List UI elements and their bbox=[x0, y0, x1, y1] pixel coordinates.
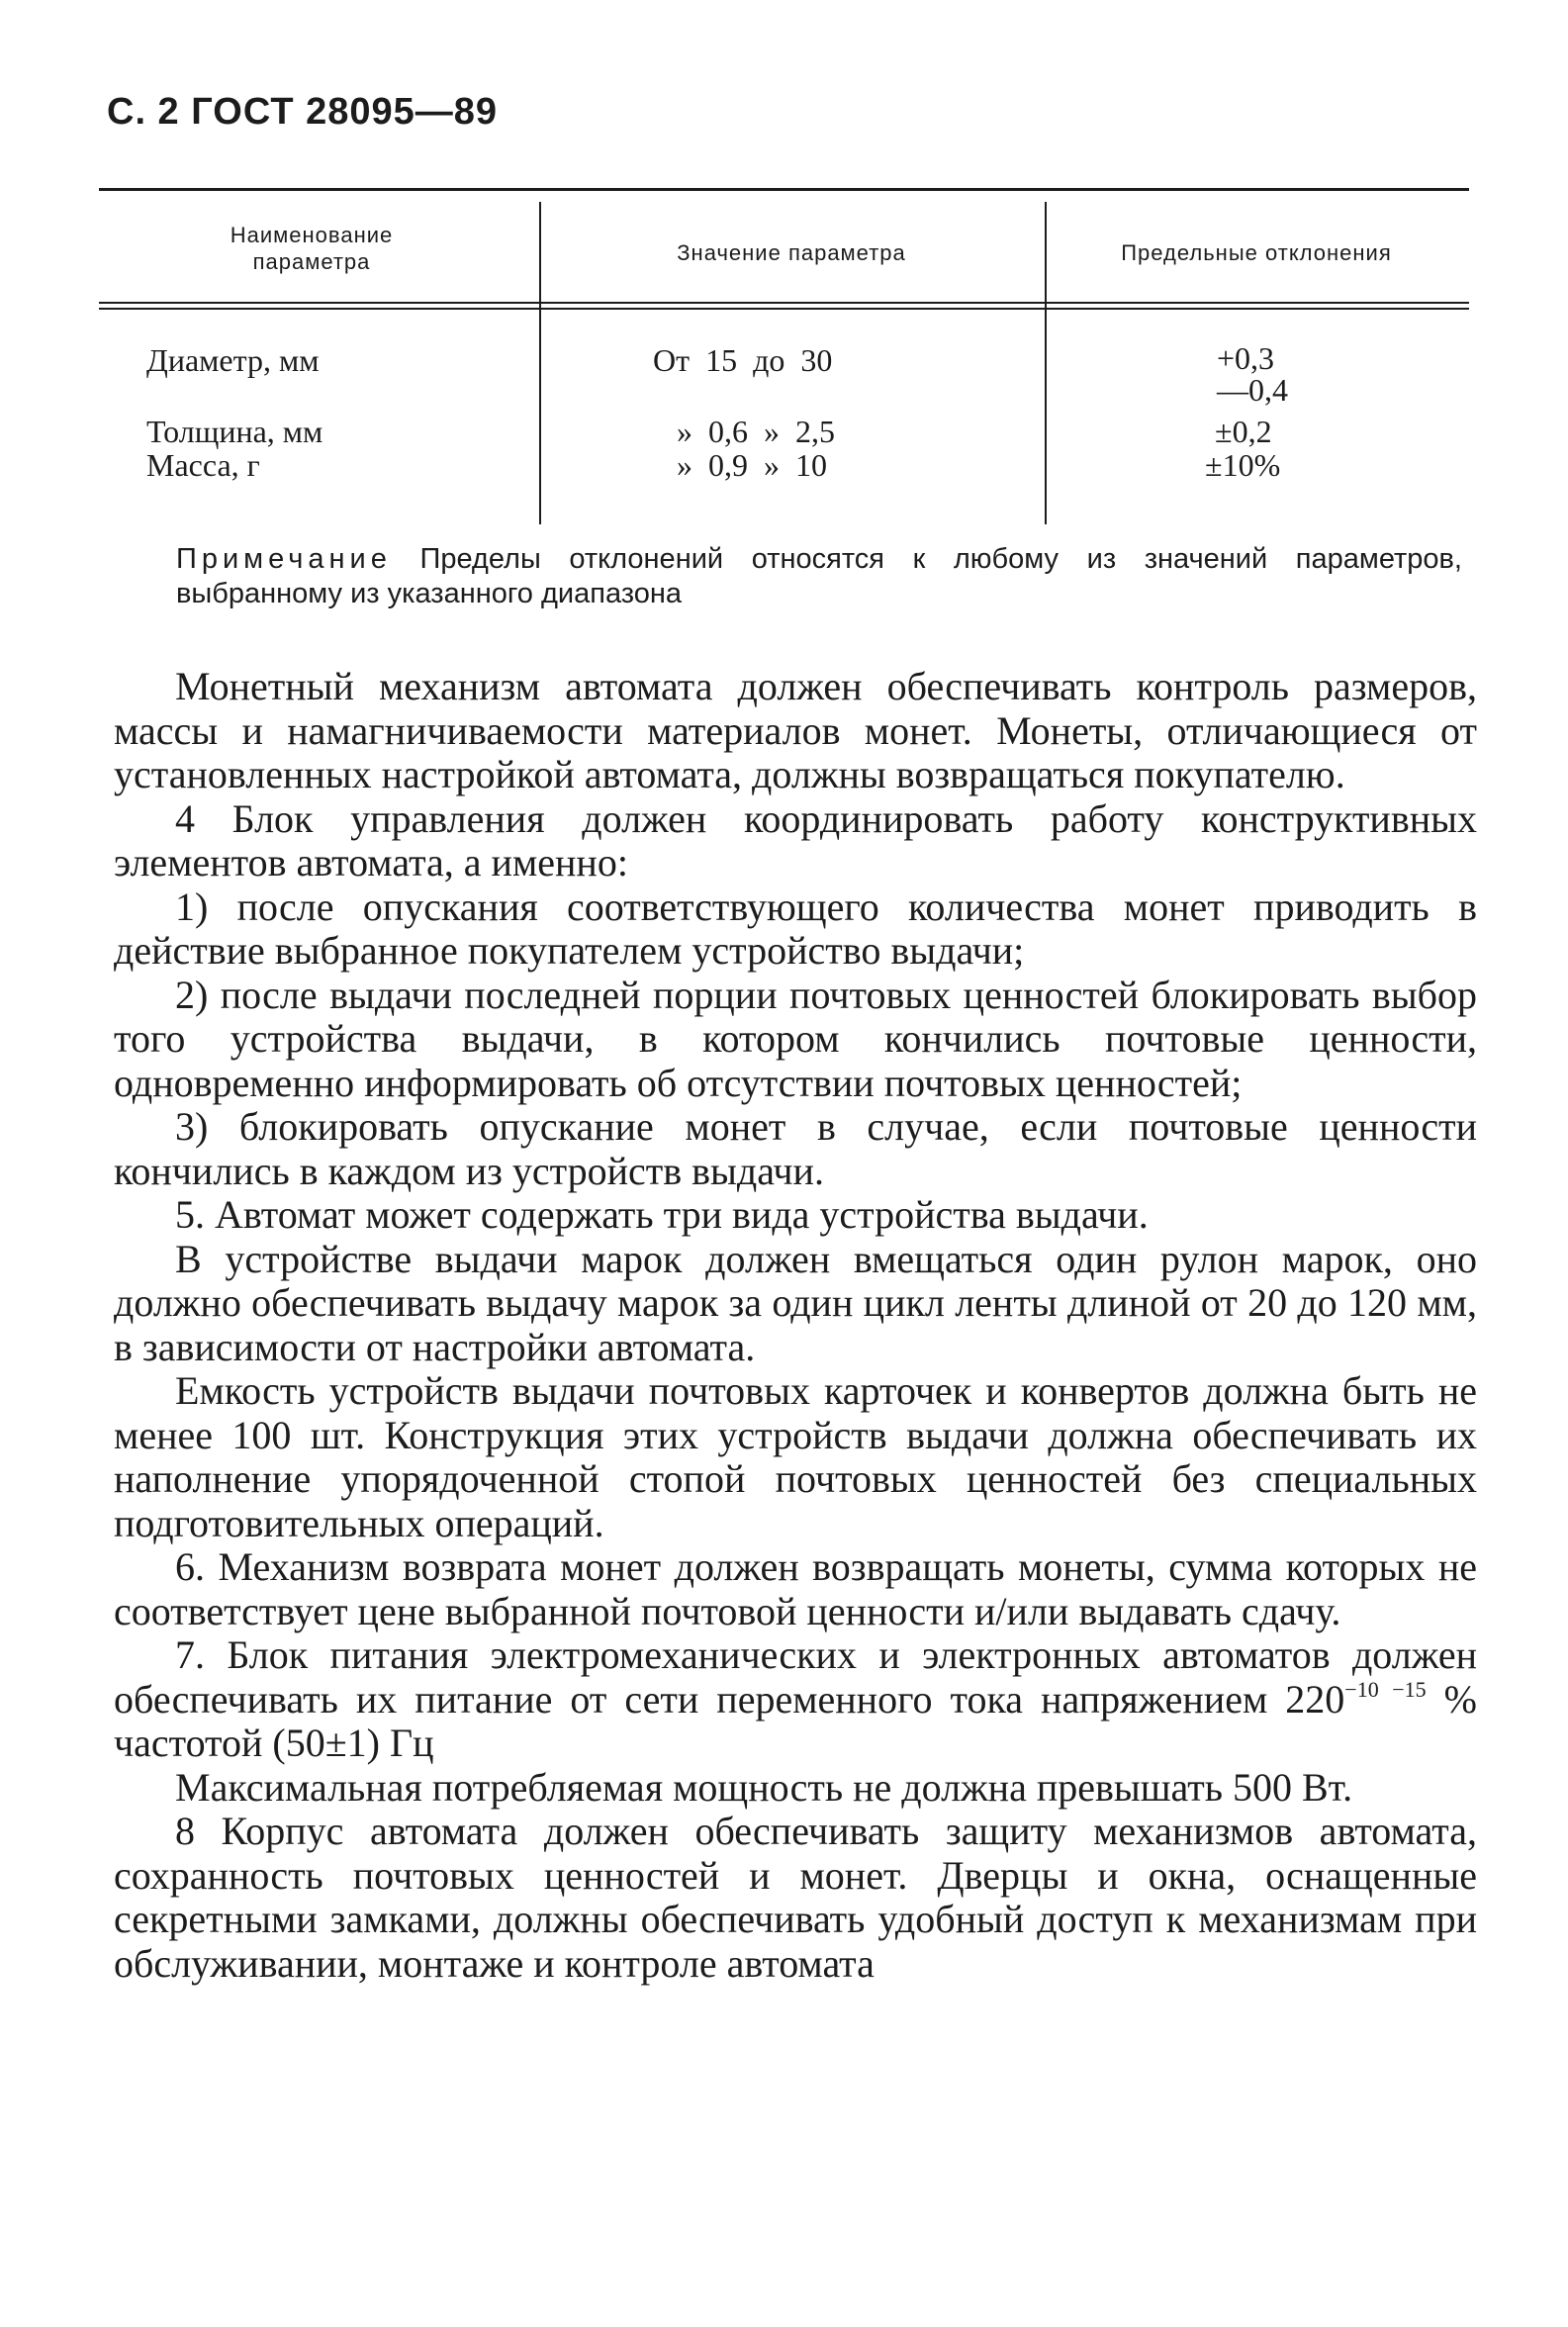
row-value: » 0,9 » 10 bbox=[677, 447, 827, 483]
page-header: С. 2 ГОСТ 28095—89 bbox=[107, 91, 499, 133]
paragraph: 6. Механизм возврата монет должен возвращать монеты, сумма которых не соответствует цене выбранной почтовой ценности и/или выдавать сдачу. bbox=[114, 1544, 1477, 1633]
paragraph: 3) блокировать опускание монет в случае, если почтовые ценности кончились в каждом из устройств выдачи. bbox=[114, 1104, 1477, 1193]
column-header-name: Наименование параметра bbox=[230, 223, 394, 274]
row-name: Толщина, мм bbox=[146, 414, 323, 449]
table-header-rule-1 bbox=[99, 302, 1469, 304]
power-text-after: % частотой (50±1) Гц bbox=[114, 1676, 1477, 1765]
row-name: Диаметр, мм bbox=[146, 342, 320, 378]
row-value: » 0,6 » 2,5 bbox=[677, 414, 835, 449]
paragraph: В устройстве выдачи марок должен вмещаться один рулон марок, оно должно обеспечивать выдачу марок за один цикл ленты длиной от 20 до 120 мм, в зависимости от настройки автомата. bbox=[114, 1236, 1477, 1369]
row-deviation: +0,3 —0,4 bbox=[1217, 340, 1288, 408]
paragraph: 2) после выдачи последней порции почтовых ценностей блокировать выбор того устройства выдачи, в котором кончились почтовые ценности, одновременно информировать об отсутствии почтовых ценностей; bbox=[114, 972, 1477, 1105]
voltage-tolerance: −10 −15 bbox=[1344, 1676, 1427, 1702]
paragraph-power-supply bbox=[114, 1633, 1477, 1766]
row-deviation: ±10% bbox=[1205, 447, 1281, 483]
paragraph: 1) после опускания соответствующего количества монет приводить в действие выбранное покупателем устройство выдачи; bbox=[114, 884, 1477, 973]
row-value: От 15 до 30 bbox=[653, 342, 833, 378]
table-top-rule bbox=[99, 188, 1469, 191]
table-header-rule-2 bbox=[99, 308, 1469, 310]
paragraph: 4 Блок управления должен координировать работу конструктивных элементов автомата, а именно: bbox=[114, 795, 1477, 884]
document-body bbox=[114, 665, 1477, 1986]
paragraph: Монетный механизм автомата должен обеспечивать контроль размеров, массы и намагничиваемости материалов монет. Монеты, отличающиеся от установленных настройкой автомата, должны возвращаться покупателю. bbox=[114, 664, 1477, 796]
column-header-value: Значение параметра bbox=[677, 240, 906, 265]
table-column-divider bbox=[539, 202, 541, 524]
note-text: Пределы отклонений относятся к любому из значений параметров, выбранному из указанного диапазона bbox=[176, 543, 1462, 609]
table-column-divider bbox=[1045, 202, 1047, 524]
power-text-before: 7. Блок питания электромеханических и электронных автоматов должен обеспечивать их питание от сети переменного тока напряжением 220 bbox=[114, 1632, 1477, 1722]
paragraph: Максимальная потребляемая мощность не должна превышать 500 Вт. bbox=[175, 1764, 1353, 1810]
parameters-table bbox=[99, 188, 1469, 524]
paragraph: 5. Автомат может содержать три вида устройства выдачи. bbox=[175, 1192, 1149, 1237]
column-header-deviation: Предельные отклонения bbox=[1121, 240, 1392, 265]
paragraph: Емкость устройств выдачи почтовых карточек и конвертов должна быть не менее 100 шт. Конструкция этих устройств выдачи должна обеспечивать их наполнение упорядоченной стопой почтовых ценностей без специальных подготовительных операций. bbox=[114, 1368, 1477, 1545]
row-deviation: ±0,2 bbox=[1215, 414, 1272, 449]
note-label: Примечание bbox=[176, 543, 392, 575]
paragraph: 8 Корпус автомата должен обеспечивать защиту механизмов автомата, сохранность почтовых ценностей и монет. Дверцы и окна, оснащенные секретными замками, должны обеспечивать удобный доступ к механизмам при обслуживании, монтаже и контроле автомата bbox=[114, 1809, 1477, 1986]
row-name: Масса, г bbox=[146, 447, 260, 483]
table-note bbox=[176, 542, 1462, 611]
